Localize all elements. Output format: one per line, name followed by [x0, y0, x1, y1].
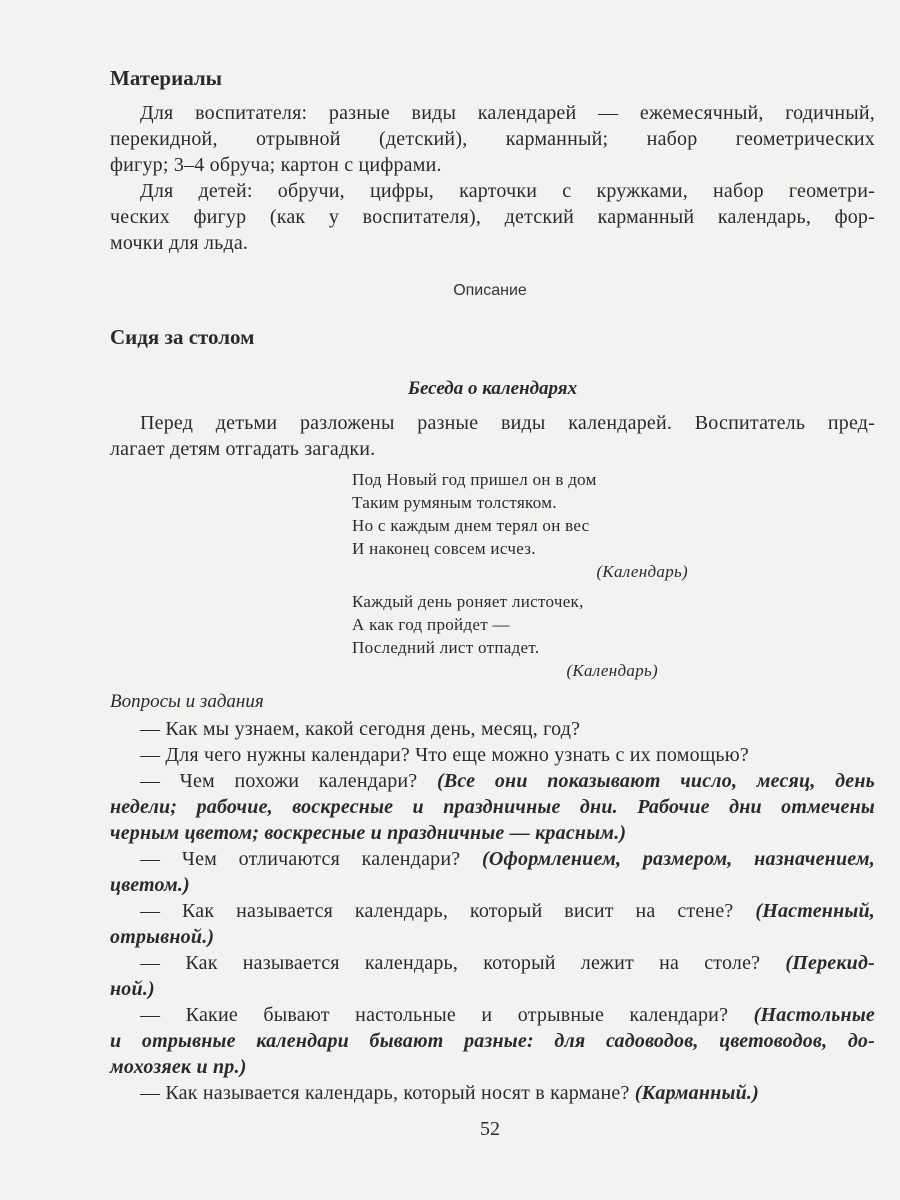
questions-list — [110, 716, 875, 1106]
subsection-heading: Беседа о календарях — [407, 378, 578, 399]
text-line: лагает детям отгадать загадки. — [110, 438, 376, 460]
riddle-2 — [352, 590, 658, 682]
question-text: — Чем похожи календари? — [140, 770, 437, 792]
answer-text: и отрывные календари бывают разные: для садоводов, цветоводов, до- — [110, 1030, 875, 1052]
answer-text: (Карманный.) — [634, 1082, 759, 1104]
answer-text: (Настольные — [753, 1004, 875, 1026]
answer-text: ной.) — [110, 978, 155, 1000]
question-text: — Как называется календарь, который носят в кармане? — [140, 1082, 635, 1104]
question-line — [110, 1080, 875, 1106]
question-text: — Как мы узнаем, какой сегодня день, месяц, год? — [140, 718, 581, 740]
riddle-answer: (Календарь) — [566, 661, 658, 680]
materials-heading: Материалы — [110, 66, 223, 90]
answer-text: черным цветом; воскресные и праздничные — красным.) — [110, 822, 627, 844]
question-text: — Как называется календарь, который лежит на столе? — [140, 952, 786, 974]
riddle-1 — [352, 468, 688, 583]
question-line — [110, 742, 875, 768]
questions-heading: Вопросы и задания — [110, 691, 264, 712]
text-line: мочки для льда. — [110, 232, 249, 254]
text-line: Для воспитателя: разные виды календарей — ежемесячный, годичный, — [140, 102, 875, 124]
materials-teacher-paragraph — [110, 100, 875, 178]
intro-paragraph — [110, 410, 875, 462]
question-text: — Как называется календарь, который висит на стене? — [140, 900, 756, 922]
text-line: Перед детьми разложены разные виды календарей. Воспитатель пред- — [140, 412, 875, 434]
question-continuation-line — [110, 820, 875, 846]
answer-text: (Оформлением, размером, назначением, — [482, 848, 875, 870]
answer-text: отрывной.) — [110, 926, 215, 948]
riddle-line: Каждый день роняет листочек, — [352, 592, 584, 611]
question-line — [110, 846, 875, 872]
question-line — [110, 898, 875, 924]
answer-text: (Все они показывают число, месяц, день — [436, 770, 875, 792]
question-continuation-line — [110, 976, 875, 1002]
answer-text: мохозяек и пр.) — [110, 1056, 247, 1078]
question-text: — Какие бывают настольные и отрывные календари? — [140, 1004, 754, 1026]
riddle-line: Но с каждым днем терял он вес — [352, 516, 590, 535]
text-line: фигур; 3–4 обруча; картон с цифрами. — [110, 154, 442, 176]
answer-text: (Перекид- — [785, 952, 875, 974]
text-line: Для детей: обручи, цифры, карточки с кружками, набор геометри- — [140, 180, 875, 202]
question-line — [110, 1002, 875, 1028]
question-text: — Чем отличаются календари? — [140, 848, 483, 870]
question-text: — Для чего нужны календари? Что еще можно узнать с их помощью? — [140, 744, 749, 766]
riddle-line: И наконец совсем исчез. — [352, 539, 536, 558]
riddle-line: Последний лист отпадет. — [352, 638, 540, 657]
riddle-line: А как год пройдет — — [352, 615, 510, 634]
question-line — [110, 950, 875, 976]
riddle-line: Таким румяным толстяком. — [352, 493, 557, 512]
riddle-answer: (Календарь) — [596, 562, 688, 581]
answer-text: недели; рабочие, воскресные и праздничные дни. Рабочие дни отмечены — [110, 796, 875, 818]
question-continuation-line — [110, 1054, 875, 1080]
materials-children-paragraph — [110, 178, 875, 256]
riddle-line: Под Новый год пришел он в дом — [352, 470, 597, 489]
text-line: ческих фигур (как у воспитателя), детский карманный календарь, фор- — [110, 206, 875, 228]
text-line: перекидной, отрывной (детский), карманный; набор геометрических — [110, 128, 875, 150]
question-line — [110, 716, 875, 742]
answer-text: (Настенный, — [755, 900, 875, 922]
question-continuation-line — [110, 872, 875, 898]
page-number: 52 — [480, 1118, 500, 1140]
question-line — [110, 768, 875, 794]
question-continuation-line — [110, 794, 875, 820]
description-heading: Описание — [453, 282, 527, 299]
section-heading: Сидя за столом — [110, 325, 255, 349]
question-continuation-line — [110, 924, 875, 950]
answer-text: цветом.) — [110, 874, 190, 896]
question-continuation-line — [110, 1028, 875, 1054]
